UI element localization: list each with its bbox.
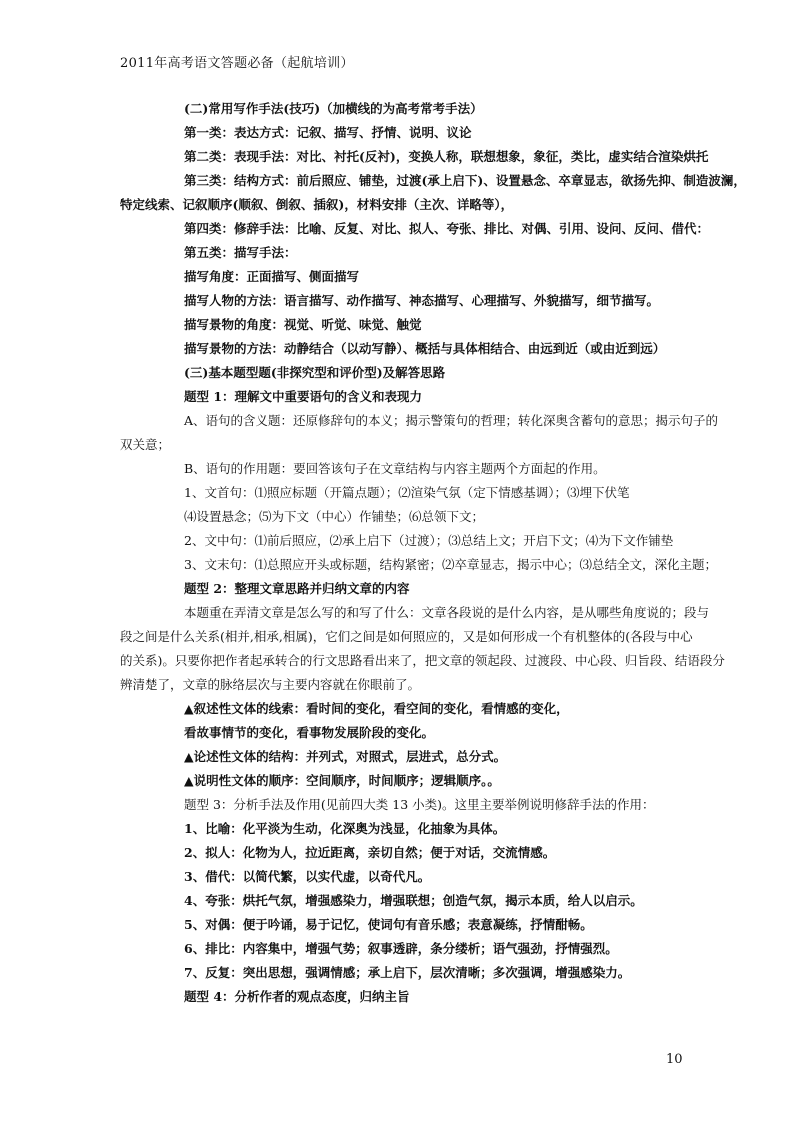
page-header: 2011年高考语文答题必备（起航培训） — [120, 56, 354, 71]
text-line: 5、对偶：便于吟诵，易于记忆，使词句有音乐感；表意凝练，抒情酣畅。 — [184, 917, 593, 932]
text-line: 描写景物的方法：动静结合（以动写静）、概括与具体相结合、由远到近（或由近到远） — [184, 341, 666, 356]
text-line: 6、排比：内容集中，增强气势；叙事透辟，条分缕析；语气强劲，抒情强烈。 — [184, 941, 618, 956]
text-line: 第四类：修辞手法：比喻、反复、对比、拟人、夸张、排比、对偶、引用、设问、反问、借代： — [184, 221, 710, 236]
text-line: 本题重在弄清文章是怎么写的和写了什么：文章各段说的是什么内容，是从哪些角度说的；段与 — [184, 605, 710, 620]
text-line: 描写人物的方法：语言描写、动作描写、神态描写、心理描写、外貌描写，细节描写。 — [184, 293, 660, 308]
text-line: 辨清楚了，文章的脉络层次与主要内容就在你眼前了。 — [120, 677, 421, 692]
text-line: 2、拟人：化物为人，拉近距离，亲切自然；便于对话，交流情感。 — [184, 845, 556, 860]
text-line: 描写景物的角度：视觉、听觉、味觉、触觉 — [184, 317, 422, 332]
text-line: 7、反复：突出思想，强调情感；承上启下，层次清晰；多次强调，增强感染力。 — [184, 965, 631, 980]
page-number: 10 — [666, 1052, 683, 1067]
text-line: 第五类：描写手法： — [184, 245, 297, 260]
text-line: 段之间是什么关系(相并,相承,相属)，它们之间是如何照应的，又是如何形成一个有机整体的(各段与中心 — [120, 629, 693, 644]
text-line: ⑷设置悬念；⑸为下文（中心）作铺垫；⑹总领下文； — [184, 509, 485, 524]
text-line: 第一类：表达方式：记叙、描写、抒情、说明、议论 — [184, 125, 472, 140]
text-line: 特定线索、记叙顺序(顺叙、倒叙、插叙)，材料安排（主次、详略等）， — [120, 197, 514, 212]
text-line: 1、比喻：化平淡为生动，化深奥为浅显，化抽象为具体。 — [184, 821, 506, 836]
text-line: ▲说明性文体的顺序：空间顺序，时间顺序；逻辑顺序。。 — [184, 773, 500, 788]
text-line: 双关意； — [120, 437, 171, 452]
text-line: B、语句的作用题：要回答该句子在文章结构与内容主题两个方面起的作用。 — [184, 461, 606, 476]
text-line: 第三类：结构方式：前后照应、铺垫，过渡(承上启下)、设置悬念、卒章显志，欲扬先抑、制造波澜， — [184, 173, 746, 188]
text-line: 3、借代：以简代繁，以实代虚，以奇代凡。 — [184, 869, 431, 884]
document-body — [120, 97, 746, 1009]
text-line: 描写角度：正面描写、侧面描写 — [184, 269, 360, 284]
text-line: (二)常用写作手法(技巧)（加横线的为高考常考手法） — [184, 101, 483, 116]
text-line: 题型 1：理解文中重要语句的含义和表现力 — [184, 389, 423, 404]
text-line: 题型 3：分析手法及作用(见前四大类 13 小类)。这里主要举例说明修辞手法的作用： — [184, 797, 655, 812]
text-line: 1、文首句：⑴照应标题（开篇点题）；⑵渲染气氛（定下情感基调）；⑶埋下伏笔 — [184, 485, 630, 500]
text-line: (三)基本题型题(非探究型和评价型)及解答思路 — [184, 365, 446, 380]
text-line: 2、文中句：⑴前后照应，⑵承上启下（过渡）；⑶总结上文；开启下文；⑷为下文作铺垫 — [184, 533, 674, 548]
text-line: 第二类：表现手法：对比、衬托(反衬)，变换人称，联想想象，象征，类比，虚实结合渲染烘托 — [184, 149, 709, 164]
text-line: 3、文末句：⑴总照应开头或标题，结构紧密；⑵卒章显志，揭示中心；⑶总结全文，深化主题； — [184, 557, 717, 572]
text-line: A、语句的含义题：还原修辞句的本义；揭示警策句的哲理；转化深奥含蓄句的意思；揭示句子的 — [184, 413, 719, 428]
text-line: 看故事情节的变化，看事物发展阶段的变化。 — [184, 725, 435, 740]
text-line: 的关系)。只要你把作者起承转合的行文思路看出来了，把文章的领起段、过渡段、中心段、归旨段、结语段分 — [120, 653, 725, 668]
text-line: 题型 2：整理文章思路并归纳文章的内容 — [184, 581, 410, 596]
text-line: 题型 4：分析作者的观点态度，归纳主旨 — [184, 989, 410, 1004]
text-line: ▲论述性文体的结构：并列式，对照式，层进式，总分式。 — [184, 749, 507, 764]
text-line: 4、夸张：烘托气氛，增强感染力，增强联想；创造气氛，揭示本质，给人以启示。 — [184, 893, 643, 908]
text-line: ▲叙述性文体的线索：看时间的变化，看空间的变化，看情感的变化， — [184, 701, 569, 716]
